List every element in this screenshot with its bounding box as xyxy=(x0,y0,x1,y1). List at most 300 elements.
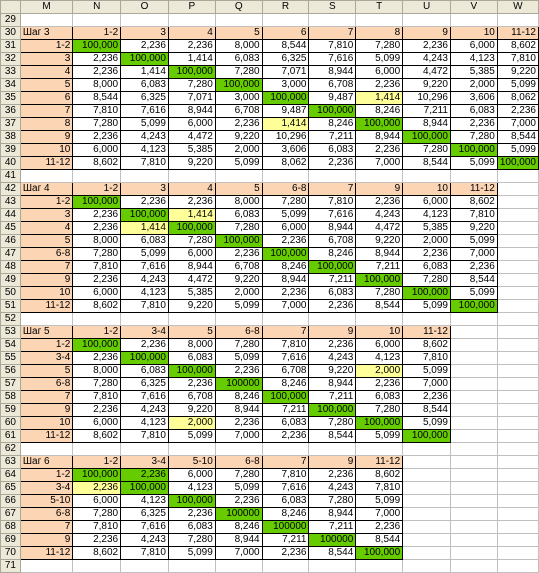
distance-cell[interactable]: 8,062 xyxy=(497,92,538,105)
distance-cell[interactable]: 4,123 xyxy=(121,495,169,508)
empty-cell[interactable] xyxy=(497,508,538,521)
column-header-n[interactable]: N xyxy=(73,1,121,14)
empty-cell[interactable] xyxy=(403,14,451,27)
distance-cell[interactable]: 100,000 xyxy=(262,248,309,261)
distance-cell[interactable]: 7,810 xyxy=(262,339,309,352)
distance-cell[interactable]: 4,123 xyxy=(356,352,403,365)
distance-cell[interactable]: 5,099 xyxy=(403,365,451,378)
distance-cell[interactable]: 2,236 xyxy=(262,287,309,300)
distance-cell[interactable]: 7,000 xyxy=(356,157,403,170)
empty-cell[interactable] xyxy=(450,456,497,469)
distance-cell[interactable]: 2,236 xyxy=(262,235,309,248)
empty-cell[interactable] xyxy=(403,170,451,183)
distance-cell[interactable]: 1,414 xyxy=(356,92,403,105)
empty-cell[interactable] xyxy=(497,248,538,261)
distance-cell[interactable]: 8,246 xyxy=(215,391,262,404)
distance-cell[interactable]: 8,246 xyxy=(262,378,309,391)
distance-cell[interactable]: 2,236 xyxy=(262,430,309,443)
distance-cell[interactable]: 6,000 xyxy=(262,222,309,235)
row-header[interactable]: 33 xyxy=(1,66,21,79)
group-header-cell[interactable]: 5 xyxy=(215,183,262,196)
distance-cell[interactable]: 7,280 xyxy=(403,274,451,287)
distance-cell[interactable]: 100,000 xyxy=(356,547,403,560)
distance-cell[interactable]: 5,099 xyxy=(168,547,215,560)
distance-cell[interactable]: 1,414 xyxy=(168,209,215,222)
empty-cell[interactable] xyxy=(497,560,538,573)
distance-cell[interactable]: 8,602 xyxy=(403,339,451,352)
distance-cell[interactable]: 6,708 xyxy=(309,79,356,92)
distance-cell[interactable]: 8,602 xyxy=(450,196,497,209)
distance-cell[interactable]: 7,280 xyxy=(215,339,262,352)
distance-cell[interactable]: 7,280 xyxy=(262,196,309,209)
distance-cell[interactable]: 7,211 xyxy=(309,131,356,144)
group-label-cell[interactable]: 11-12 xyxy=(20,547,72,560)
step-title-cell[interactable]: Шаг 6 xyxy=(20,456,72,469)
group-label-cell[interactable]: 11-12 xyxy=(20,430,72,443)
empty-cell[interactable] xyxy=(497,14,538,27)
distance-cell[interactable]: 6,708 xyxy=(309,235,356,248)
group-label-cell[interactable]: 7 xyxy=(20,391,72,404)
distance-cell[interactable]: 2,236 xyxy=(262,547,309,560)
distance-cell[interactable]: 5,099 xyxy=(403,417,451,430)
group-header-cell[interactable]: 3 xyxy=(121,27,169,40)
step-title-cell[interactable]: Шаг 3 xyxy=(20,27,72,40)
group-header-cell[interactable]: 10 xyxy=(356,326,403,339)
empty-cell[interactable] xyxy=(215,14,262,27)
distance-cell[interactable]: 8,000 xyxy=(73,235,121,248)
distance-cell[interactable]: 7,616 xyxy=(121,391,169,404)
distance-cell[interactable]: 7,211 xyxy=(309,274,356,287)
row-header[interactable]: 63 xyxy=(1,456,21,469)
distance-cell[interactable]: 100,000 xyxy=(73,40,121,53)
row-header[interactable]: 67 xyxy=(1,508,21,521)
row-header[interactable]: 60 xyxy=(1,417,21,430)
distance-cell[interactable]: 7,000 xyxy=(262,300,309,313)
group-label-cell[interactable]: 3 xyxy=(20,209,72,222)
empty-cell[interactable] xyxy=(497,235,538,248)
distance-cell[interactable]: 4,243 xyxy=(121,404,169,417)
empty-cell[interactable] xyxy=(403,560,451,573)
distance-cell[interactable]: 4,472 xyxy=(168,274,215,287)
empty-cell[interactable] xyxy=(356,313,403,326)
distance-cell[interactable]: 7,810 xyxy=(73,105,121,118)
empty-cell[interactable] xyxy=(497,287,538,300)
distance-cell[interactable]: 5,385 xyxy=(168,144,215,157)
group-header-cell[interactable]: 5-10 xyxy=(168,456,215,469)
distance-cell[interactable]: 9,220 xyxy=(215,274,262,287)
row-header[interactable]: 48 xyxy=(1,261,21,274)
distance-cell[interactable]: 2,236 xyxy=(309,339,356,352)
distance-cell[interactable]: 2,236 xyxy=(73,352,121,365)
row-header[interactable]: 52 xyxy=(1,313,21,326)
row-header[interactable]: 57 xyxy=(1,378,21,391)
empty-cell[interactable] xyxy=(215,560,262,573)
group-label-cell[interactable]: 6-8 xyxy=(20,378,72,391)
empty-cell[interactable] xyxy=(450,339,497,352)
empty-cell[interactable] xyxy=(262,443,309,456)
distance-cell[interactable]: 7,280 xyxy=(73,508,121,521)
distance-cell[interactable]: 100,000 xyxy=(73,196,121,209)
distance-cell[interactable]: 6,083 xyxy=(309,287,356,300)
distance-cell[interactable]: 100,000 xyxy=(73,469,121,482)
distance-cell[interactable]: 2,236 xyxy=(309,300,356,313)
row-header[interactable]: 39 xyxy=(1,144,21,157)
distance-cell[interactable]: 8,246 xyxy=(215,521,262,534)
distance-cell[interactable]: 8,246 xyxy=(262,508,309,521)
empty-cell[interactable] xyxy=(20,560,72,573)
step-title-cell[interactable]: Шаг 5 xyxy=(20,326,72,339)
distance-cell[interactable]: 6,708 xyxy=(168,391,215,404)
empty-cell[interactable] xyxy=(450,14,497,27)
distance-cell[interactable]: 100,000 xyxy=(215,235,262,248)
distance-cell[interactable]: 4,472 xyxy=(356,222,403,235)
row-header[interactable]: 32 xyxy=(1,53,21,66)
empty-cell[interactable] xyxy=(450,443,497,456)
distance-cell[interactable]: 8,944 xyxy=(215,404,262,417)
empty-cell[interactable] xyxy=(450,521,497,534)
distance-cell[interactable]: 6,083 xyxy=(121,79,169,92)
distance-cell[interactable]: 6,325 xyxy=(262,53,309,66)
distance-cell[interactable]: 6,000 xyxy=(403,196,451,209)
empty-cell[interactable] xyxy=(356,14,403,27)
empty-cell[interactable] xyxy=(497,391,538,404)
distance-cell[interactable]: 8,000 xyxy=(168,339,215,352)
distance-cell[interactable]: 8,944 xyxy=(309,222,356,235)
distance-cell[interactable]: 100000 xyxy=(262,521,309,534)
distance-cell[interactable]: 3,606 xyxy=(450,92,497,105)
distance-cell[interactable]: 9,220 xyxy=(450,222,497,235)
group-label-cell[interactable]: 10 xyxy=(20,287,72,300)
distance-cell[interactable]: 7,280 xyxy=(73,378,121,391)
distance-cell[interactable]: 6,000 xyxy=(356,66,403,79)
distance-cell[interactable]: 8,944 xyxy=(309,508,356,521)
empty-cell[interactable] xyxy=(497,378,538,391)
empty-cell[interactable] xyxy=(450,508,497,521)
distance-cell[interactable]: 7,810 xyxy=(73,521,121,534)
row-header[interactable]: 69 xyxy=(1,534,21,547)
empty-cell[interactable] xyxy=(497,404,538,417)
empty-cell[interactable] xyxy=(450,482,497,495)
group-label-cell[interactable]: 1-2 xyxy=(20,469,72,482)
distance-cell[interactable]: 7,000 xyxy=(356,508,403,521)
column-header-m[interactable]: M xyxy=(20,1,72,14)
distance-cell[interactable]: 9,487 xyxy=(309,92,356,105)
empty-cell[interactable] xyxy=(497,547,538,560)
distance-cell[interactable]: 7,000 xyxy=(215,430,262,443)
distance-cell[interactable]: 10,296 xyxy=(403,92,451,105)
distance-cell[interactable]: 6,000 xyxy=(168,469,215,482)
distance-cell[interactable]: 5,099 xyxy=(450,157,497,170)
distance-cell[interactable]: 7,280 xyxy=(403,144,451,157)
empty-cell[interactable] xyxy=(309,560,356,573)
distance-cell[interactable]: 7,810 xyxy=(262,469,309,482)
distance-cell[interactable]: 1,414 xyxy=(121,222,169,235)
group-label-cell[interactable]: 6-8 xyxy=(20,508,72,521)
group-header-cell[interactable]: 4 xyxy=(168,183,215,196)
distance-cell[interactable]: 100000 xyxy=(309,534,356,547)
group-label-cell[interactable]: 5 xyxy=(20,79,72,92)
distance-cell[interactable]: 8,000 xyxy=(215,196,262,209)
distance-cell[interactable]: 9,220 xyxy=(356,235,403,248)
distance-cell[interactable]: 8,602 xyxy=(73,300,121,313)
group-header-cell[interactable]: 1-2 xyxy=(73,27,121,40)
empty-cell[interactable] xyxy=(403,521,451,534)
distance-cell[interactable]: 100,000 xyxy=(121,352,169,365)
distance-cell[interactable]: 7,280 xyxy=(73,118,121,131)
distance-cell[interactable]: 2,236 xyxy=(73,482,121,495)
distance-cell[interactable]: 2,236 xyxy=(215,118,262,131)
distance-cell[interactable]: 2,236 xyxy=(168,508,215,521)
distance-cell[interactable]: 100,000 xyxy=(121,482,169,495)
distance-cell[interactable]: 7,071 xyxy=(262,66,309,79)
group-label-cell[interactable]: 4 xyxy=(20,66,72,79)
empty-cell[interactable] xyxy=(356,170,403,183)
distance-cell[interactable]: 5,099 xyxy=(356,430,403,443)
distance-cell[interactable]: 7,616 xyxy=(309,209,356,222)
distance-cell[interactable]: 6,000 xyxy=(73,495,121,508)
row-header[interactable]: 61 xyxy=(1,430,21,443)
distance-cell[interactable]: 8,944 xyxy=(309,378,356,391)
distance-cell[interactable]: 2,000 xyxy=(168,417,215,430)
empty-cell[interactable] xyxy=(356,443,403,456)
select-all-corner[interactable] xyxy=(1,1,21,14)
distance-cell[interactable]: 8,544 xyxy=(356,300,403,313)
empty-cell[interactable] xyxy=(262,313,309,326)
empty-cell[interactable] xyxy=(403,534,451,547)
distance-cell[interactable]: 9,220 xyxy=(168,157,215,170)
column-header-v[interactable]: V xyxy=(450,1,497,14)
empty-cell[interactable] xyxy=(497,417,538,430)
group-label-cell[interactable]: 5 xyxy=(20,235,72,248)
empty-cell[interactable] xyxy=(497,183,538,196)
group-header-cell[interactable]: 7 xyxy=(309,27,356,40)
group-header-cell[interactable]: 3-4 xyxy=(121,326,169,339)
empty-cell[interactable] xyxy=(497,170,538,183)
group-header-cell[interactable]: 6-8 xyxy=(262,183,309,196)
empty-cell[interactable] xyxy=(497,300,538,313)
row-header[interactable]: 65 xyxy=(1,482,21,495)
group-header-cell[interactable]: 4 xyxy=(168,27,215,40)
group-label-cell[interactable]: 5-10 xyxy=(20,495,72,508)
distance-cell[interactable]: 7,810 xyxy=(356,482,403,495)
group-header-cell[interactable]: 11-12 xyxy=(450,183,497,196)
empty-cell[interactable] xyxy=(497,482,538,495)
distance-cell[interactable]: 100,000 xyxy=(356,274,403,287)
distance-cell[interactable]: 7,280 xyxy=(168,79,215,92)
distance-cell[interactable]: 6,000 xyxy=(356,339,403,352)
distance-cell[interactable]: 2,236 xyxy=(403,40,451,53)
distance-cell[interactable]: 9,220 xyxy=(215,131,262,144)
distance-cell[interactable]: 2,236 xyxy=(215,495,262,508)
group-header-cell[interactable]: 11-12 xyxy=(403,326,451,339)
distance-cell[interactable]: 5,099 xyxy=(450,287,497,300)
distance-cell[interactable]: 7,280 xyxy=(356,404,403,417)
distance-cell[interactable]: 6,083 xyxy=(403,261,451,274)
group-header-cell[interactable]: 6-8 xyxy=(215,326,262,339)
empty-cell[interactable] xyxy=(497,456,538,469)
column-header-p[interactable]: P xyxy=(168,1,215,14)
group-label-cell[interactable]: 9 xyxy=(20,131,72,144)
distance-cell[interactable]: 100,000 xyxy=(262,391,309,404)
empty-cell[interactable] xyxy=(121,170,169,183)
distance-cell[interactable]: 2,236 xyxy=(121,196,169,209)
group-header-cell[interactable]: 6-8 xyxy=(215,456,262,469)
group-label-cell[interactable]: 7 xyxy=(20,521,72,534)
group-label-cell[interactable]: 8 xyxy=(20,118,72,131)
distance-cell[interactable]: 8,246 xyxy=(356,105,403,118)
group-label-cell[interactable]: 1-2 xyxy=(20,196,72,209)
distance-cell[interactable]: 4,243 xyxy=(403,53,451,66)
distance-cell[interactable]: 7,280 xyxy=(73,248,121,261)
empty-cell[interactable] xyxy=(450,326,497,339)
distance-cell[interactable]: 2,236 xyxy=(121,40,169,53)
distance-cell[interactable]: 2,236 xyxy=(73,66,121,79)
distance-cell[interactable]: 100,000 xyxy=(168,495,215,508)
distance-cell[interactable]: 7,280 xyxy=(215,66,262,79)
distance-cell[interactable]: 6,325 xyxy=(121,92,169,105)
empty-cell[interactable] xyxy=(309,443,356,456)
distance-cell[interactable]: 2,236 xyxy=(450,118,497,131)
distance-cell[interactable]: 6,083 xyxy=(215,209,262,222)
distance-cell[interactable]: 100,000 xyxy=(121,53,169,66)
distance-cell[interactable]: 4,123 xyxy=(121,417,169,430)
row-header[interactable]: 51 xyxy=(1,300,21,313)
distance-cell[interactable]: 7,000 xyxy=(450,248,497,261)
row-header[interactable]: 40 xyxy=(1,157,21,170)
column-header-r[interactable]: R xyxy=(262,1,309,14)
empty-cell[interactable] xyxy=(20,443,72,456)
row-header[interactable]: 38 xyxy=(1,131,21,144)
empty-cell[interactable] xyxy=(309,313,356,326)
distance-cell[interactable]: 4,472 xyxy=(403,66,451,79)
distance-cell[interactable]: 4,472 xyxy=(168,131,215,144)
empty-cell[interactable] xyxy=(73,170,121,183)
distance-cell[interactable]: 8,246 xyxy=(309,118,356,131)
distance-cell[interactable]: 4,243 xyxy=(309,482,356,495)
distance-cell[interactable]: 5,099 xyxy=(215,157,262,170)
distance-cell[interactable]: 6,083 xyxy=(215,53,262,66)
distance-cell[interactable]: 5,099 xyxy=(262,209,309,222)
empty-cell[interactable] xyxy=(73,443,121,456)
row-header[interactable]: 35 xyxy=(1,92,21,105)
empty-cell[interactable] xyxy=(497,495,538,508)
distance-cell[interactable]: 6,325 xyxy=(121,378,169,391)
group-label-cell[interactable]: 1-2 xyxy=(20,40,72,53)
distance-cell[interactable]: 9,220 xyxy=(168,300,215,313)
distance-cell[interactable]: 1,414 xyxy=(262,118,309,131)
distance-cell[interactable]: 8,944 xyxy=(403,118,451,131)
row-header[interactable]: 71 xyxy=(1,560,21,573)
distance-cell[interactable]: 2,236 xyxy=(168,40,215,53)
distance-cell[interactable]: 2,236 xyxy=(403,248,451,261)
distance-cell[interactable]: 9,220 xyxy=(168,404,215,417)
distance-cell[interactable]: 7,211 xyxy=(309,521,356,534)
distance-cell[interactable]: 6,000 xyxy=(450,40,497,53)
distance-cell[interactable]: 9,220 xyxy=(309,365,356,378)
distance-cell[interactable]: 5,385 xyxy=(168,287,215,300)
group-label-cell[interactable]: 11-12 xyxy=(20,300,72,313)
empty-cell[interactable] xyxy=(309,170,356,183)
distance-cell[interactable]: 7,071 xyxy=(168,92,215,105)
distance-cell[interactable]: 7,810 xyxy=(121,300,169,313)
distance-cell[interactable]: 8,944 xyxy=(356,248,403,261)
distance-cell[interactable]: 4,123 xyxy=(450,53,497,66)
empty-cell[interactable] xyxy=(403,482,451,495)
row-header[interactable]: 41 xyxy=(1,170,21,183)
distance-cell[interactable]: 100,000 xyxy=(403,131,451,144)
empty-cell[interactable] xyxy=(121,313,169,326)
distance-cell[interactable]: 6,000 xyxy=(73,144,121,157)
distance-cell[interactable]: 8,944 xyxy=(262,274,309,287)
distance-cell[interactable]: 8,544 xyxy=(356,534,403,547)
empty-cell[interactable] xyxy=(168,443,215,456)
distance-cell[interactable]: 2,236 xyxy=(356,196,403,209)
distance-cell[interactable]: 4,243 xyxy=(309,352,356,365)
empty-cell[interactable] xyxy=(497,443,538,456)
distance-cell[interactable]: 2,236 xyxy=(356,378,403,391)
empty-cell[interactable] xyxy=(168,313,215,326)
row-header[interactable]: 55 xyxy=(1,352,21,365)
empty-cell[interactable] xyxy=(450,313,497,326)
distance-cell[interactable]: 100,000 xyxy=(356,118,403,131)
group-header-cell[interactable]: 11-12 xyxy=(497,27,538,40)
empty-cell[interactable] xyxy=(450,352,497,365)
distance-cell[interactable]: 2,236 xyxy=(215,417,262,430)
row-header[interactable]: 70 xyxy=(1,547,21,560)
distance-cell[interactable]: 8,944 xyxy=(168,105,215,118)
distance-cell[interactable]: 7,211 xyxy=(262,534,309,547)
distance-cell[interactable]: 2,236 xyxy=(168,378,215,391)
group-label-cell[interactable]: 9 xyxy=(20,534,72,547)
distance-cell[interactable]: 2,236 xyxy=(356,144,403,157)
distance-cell[interactable]: 2,236 xyxy=(168,196,215,209)
distance-cell[interactable]: 5,099 xyxy=(403,300,451,313)
group-label-cell[interactable]: 9 xyxy=(20,274,72,287)
distance-cell[interactable]: 8,544 xyxy=(309,547,356,560)
distance-cell[interactable]: 2,236 xyxy=(73,534,121,547)
distance-cell[interactable]: 8,544 xyxy=(73,92,121,105)
group-header-cell[interactable]: 5 xyxy=(215,27,262,40)
row-header[interactable]: 34 xyxy=(1,79,21,92)
distance-cell[interactable]: 7,211 xyxy=(262,404,309,417)
group-header-cell[interactable]: 7 xyxy=(262,326,309,339)
group-header-cell[interactable]: 9 xyxy=(356,183,403,196)
distance-cell[interactable]: 2,236 xyxy=(497,105,538,118)
distance-cell[interactable]: 5,099 xyxy=(356,495,403,508)
distance-cell[interactable]: 1,414 xyxy=(168,53,215,66)
empty-cell[interactable] xyxy=(309,14,356,27)
distance-cell[interactable]: 3,000 xyxy=(215,92,262,105)
distance-cell[interactable]: 2,236 xyxy=(309,157,356,170)
distance-cell[interactable]: 6,083 xyxy=(262,417,309,430)
empty-cell[interactable] xyxy=(168,170,215,183)
distance-cell[interactable]: 100000 xyxy=(215,378,262,391)
empty-cell[interactable] xyxy=(403,547,451,560)
distance-cell[interactable]: 2,236 xyxy=(215,365,262,378)
row-header[interactable]: 49 xyxy=(1,274,21,287)
distance-cell[interactable]: 4,123 xyxy=(168,482,215,495)
distance-cell[interactable]: 100,000 xyxy=(262,92,309,105)
empty-cell[interactable] xyxy=(450,547,497,560)
group-label-cell[interactable]: 10 xyxy=(20,417,72,430)
group-header-cell[interactable]: 3-4 xyxy=(121,456,169,469)
group-header-cell[interactable]: 6 xyxy=(262,27,309,40)
distance-cell[interactable]: 8,062 xyxy=(262,157,309,170)
row-header[interactable]: 50 xyxy=(1,287,21,300)
distance-cell[interactable]: 7,211 xyxy=(309,391,356,404)
row-header[interactable]: 59 xyxy=(1,404,21,417)
distance-cell[interactable]: 7,616 xyxy=(121,521,169,534)
